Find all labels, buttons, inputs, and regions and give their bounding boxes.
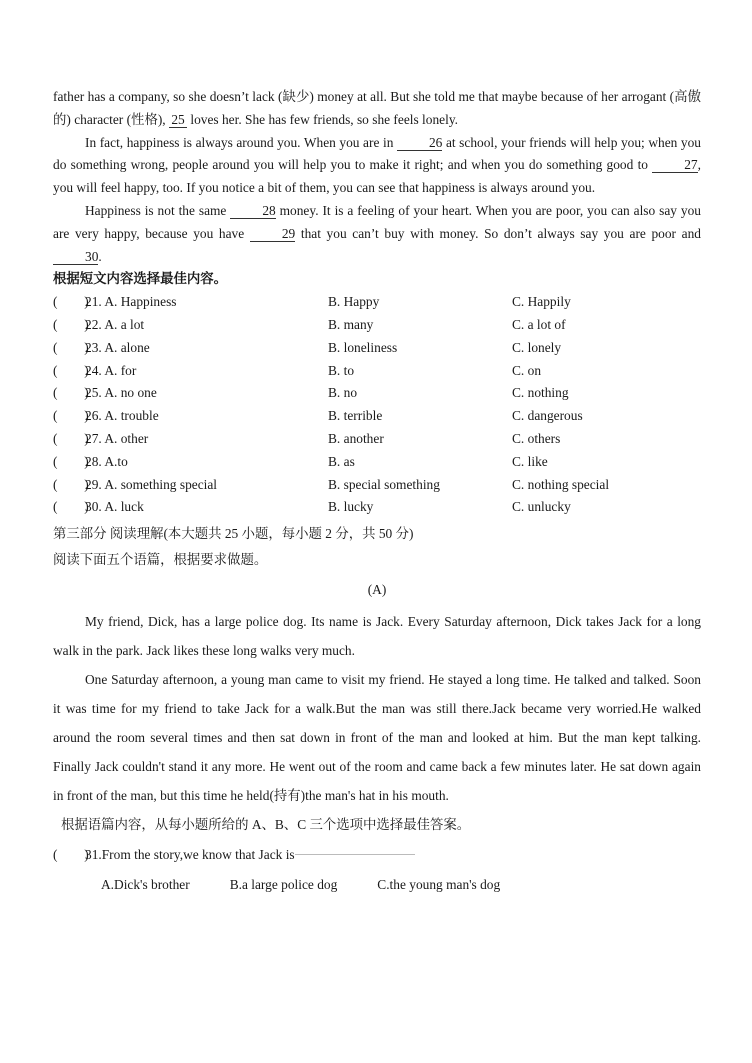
answer-paren[interactable]: ( ) — [53, 385, 89, 401]
option-c: C. unlucky — [512, 499, 571, 515]
question-row — [53, 360, 701, 383]
question-row — [53, 291, 701, 314]
option-a: 30. A. luck — [85, 499, 144, 515]
option-a: 27. A. other — [85, 430, 149, 446]
answer-paren[interactable]: ( ) — [53, 294, 89, 310]
option-b: B. no — [328, 385, 358, 401]
answer-paren[interactable]: ( ) — [53, 476, 89, 492]
question-list — [53, 291, 701, 519]
option-a: 23. A. alone — [85, 339, 150, 355]
option-c: C. a lot of — [512, 316, 566, 332]
option-b: B. as — [328, 453, 355, 469]
option-b: B. loneliness — [328, 339, 398, 355]
cloze-paragraph-2 — [53, 132, 701, 200]
option-a: 21. A. Happiness — [85, 294, 177, 310]
option-b: B. Happy — [328, 294, 380, 310]
option-a: 29. A. something special — [85, 476, 218, 492]
question-31-options — [53, 870, 701, 900]
option-b: B.a large police dog — [229, 877, 338, 893]
option-c: C. like — [512, 453, 548, 469]
exam-page — [53, 86, 701, 900]
cloze-text: loves her. She has few friends, so she feels lonely. — [190, 111, 458, 127]
cloze-text: at school, your friends will help you; when you do something wrong, people around you will help you to make it right; and when you do something good to — [53, 134, 701, 173]
option-b: B. many — [328, 316, 374, 332]
option-a: 25. A. no one — [85, 385, 157, 401]
option-b: B. terrible — [328, 408, 383, 424]
option-c: C. dangerous — [512, 408, 583, 424]
option-c: C. nothing — [512, 385, 569, 401]
answer-paren[interactable]: ( ) — [53, 316, 89, 332]
answer-paren[interactable]: ( ) — [53, 408, 89, 424]
blank-30[interactable]: 30 — [53, 249, 98, 265]
option-a: 24. A. for — [85, 362, 137, 378]
cloze-paragraph-1 — [53, 86, 701, 132]
cloze-text: father has a company, so she doesn’t lack (缺少) money at all. But she told me that maybe because of her arrogant (高傲的) character (性格), — [53, 89, 701, 127]
cloze-text: . — [98, 248, 102, 264]
answer-paren[interactable]: ( ) — [53, 499, 89, 515]
blank-25[interactable]: 25 — [169, 112, 187, 128]
cloze-instruction: 根据短文内容选择最佳内容。 — [53, 271, 228, 287]
question-row — [53, 405, 701, 428]
passage-a — [53, 573, 701, 840]
option-a: A.Dick's brother — [101, 877, 190, 893]
answer-paren[interactable]: ( ) — [53, 453, 89, 469]
blank-26[interactable]: 26 — [397, 135, 442, 151]
question-row — [53, 314, 701, 337]
question-row — [53, 428, 701, 451]
answer-paren[interactable]: ( ) — [53, 362, 89, 378]
option-c: C.the young man's dog — [377, 877, 501, 893]
question-row — [53, 474, 701, 497]
question-stem: 31.From the story,we know that Jack is — [85, 847, 295, 863]
part3-title: 第三部分 阅读理解(本大题共 25 小题，每小题 2 分，共 50 分) — [53, 526, 414, 542]
option-b: B. to — [328, 362, 355, 378]
question-row — [53, 496, 701, 519]
option-a: 28. A.to — [85, 453, 128, 469]
option-b: B. lucky — [328, 499, 374, 515]
option-b: B. special something — [328, 476, 440, 492]
option-c: C. others — [512, 430, 561, 446]
cloze-text: Happiness is not the same — [85, 202, 227, 218]
cloze-text: that you can’t buy with money. So don’t always say you are poor and — [300, 225, 701, 241]
option-b: B. another — [328, 430, 384, 446]
blank-28[interactable]: 28 — [230, 203, 275, 219]
cloze-text: money. It is a feeling of your heart. When you are poor, you can also say you are very happy, because you have — [53, 202, 701, 241]
passage-paragraph: My friend, Dick, has a large police dog. Its name is Jack. Every Saturday afternoon, Dick takes Jack for a long walk in the park. Jack likes these long walks very much. — [53, 614, 701, 659]
passage-instruction: 根据语篇内容，从每小题所给的 A、B、C 三个选项中选择最佳答案。 — [61, 817, 471, 833]
cloze-paragraph-3 — [53, 200, 701, 268]
answer-paren[interactable]: ( ) — [53, 430, 89, 446]
option-a: 22. A. a lot — [85, 316, 145, 332]
question-row — [53, 382, 701, 405]
option-c: C. lonely — [512, 339, 562, 355]
passage-label: (A) — [367, 582, 387, 598]
option-c: C. on — [512, 362, 542, 378]
blank-29[interactable]: 29 — [250, 226, 295, 242]
question-row — [53, 337, 701, 360]
cloze-text: , you will feel happy, too. If you notice a bit of them, you can see that happiness is always around you. — [53, 157, 701, 196]
part3-instruction: 阅读下面五个语篇，根据要求做题。 — [53, 552, 268, 568]
cloze-text: In fact, happiness is always around you. When you are in — [85, 134, 394, 150]
answer-blank[interactable] — [295, 840, 415, 855]
option-a: 26. A. trouble — [85, 408, 159, 424]
answer-paren[interactable]: ( ) — [53, 847, 89, 863]
option-c: C. Happily — [512, 294, 571, 310]
question-31 — [53, 840, 701, 870]
option-c: C. nothing special — [512, 476, 610, 492]
blank-27[interactable]: 27 — [652, 157, 697, 173]
question-row — [53, 451, 701, 474]
answer-paren[interactable]: ( ) — [53, 339, 89, 355]
passage-paragraph: One Saturday afternoon, a young man came to visit my friend. He stayed a long time. He talked and talked. Soon it was time for my friend to take Jack for a walk.But the man was still there.Jack became very worried.He walked around the room several times and then sat down in front of the man and looked at him. But the man kept talking. Finally Jack couldn't stand it any more. He went out of the room and came back a few minutes later. He sat down again in front of the man, but this time he held(持有)the man's hat in his mouth. — [53, 672, 701, 804]
